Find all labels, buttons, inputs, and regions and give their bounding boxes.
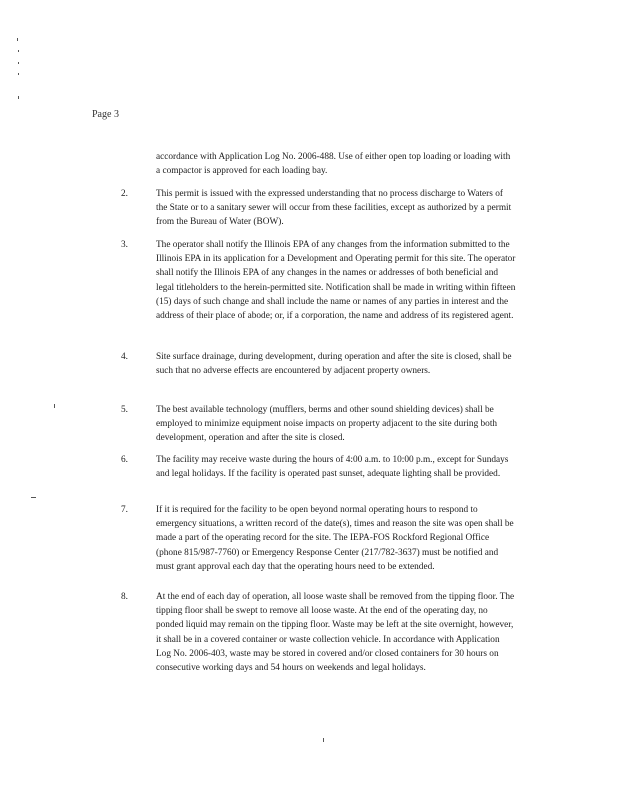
paragraph-item-4: Site surface drainage, during development, during operation and after the site is closed, shall be such that no adverse effects are encountered by adjacent property owners. bbox=[156, 352, 512, 377]
scan-speck bbox=[31, 497, 36, 498]
scan-speck bbox=[54, 404, 55, 408]
scan-speck bbox=[17, 38, 18, 41]
paragraph-item-3: The operator shall notify the Illinois EPA of any changes from the information submitted to the Illinois EPA in its application for a Development and Operating permit for this site. The operator shall notify the Illinois EPA of any changes in the names or addresses of both beneficial and legal titleholders to the herein-permitted site. Notification shall be made in writing within fifteen (15) days of such change and shall include the name or names of any parties in interest and the address of their place of abode; or, if a corporation, the name and address of its registered agent. bbox=[156, 240, 516, 322]
scan-speck bbox=[323, 738, 324, 742]
item-number: 3. bbox=[121, 240, 128, 250]
item-number: 4. bbox=[121, 352, 128, 362]
item-number: 7. bbox=[121, 505, 128, 515]
item-number: 6. bbox=[121, 455, 128, 465]
scan-speck bbox=[18, 62, 19, 64]
scan-speck bbox=[18, 96, 19, 99]
paragraph-item-7: If it is required for the facility to be open beyond normal operating hours to respond to emergency situations, a written record of the date(s), times and reason the site was open shall be made a part of the operating record for the site. The IEPA-FOS Rockford Regional Office (phone 815/987-7760) or Emergency Response Center (217/782-3637) must be notified and must grant approval each day that the operating hours need to be extended. bbox=[156, 505, 514, 572]
paragraph-item-8: At the end of each day of operation, all loose waste shall be removed from the tipping floor. The tipping floor shall be swept to remove all loose waste. At the end of the operating day, no ponded liquid may remain on the tipping floor. Waste may be left at the site overnight, however, it shall be in a covered container or waste collection vehicle. In accordance with Application Log No. 2006-403, waste may be stored in covered and/or closed containers for 30 hours on consecutive working days and 54 hours on weekends and legal holidays. bbox=[156, 592, 515, 674]
page-number: Page 3 bbox=[92, 109, 119, 120]
scan-speck bbox=[18, 73, 19, 75]
paragraph-item-2: This permit is issued with the expressed understanding that no process discharge to Waters of the State or to a sanitary sewer will occur from these facilities, except as authorized by a permit from the Bureau of Water (BOW). bbox=[156, 189, 512, 228]
item-number: 5. bbox=[121, 405, 128, 415]
scan-speck bbox=[18, 50, 19, 52]
item-number: 8. bbox=[121, 592, 128, 602]
item-number: 2. bbox=[121, 189, 128, 199]
paragraph-item-5: The best available technology (mufflers, berms and other sound shielding devices) shall be employed to minimize equipment noise impacts on property adjacent to the site during both development, operation and after the site is closed. bbox=[156, 405, 498, 444]
paragraph-item-6: The facility may receive waste during the hours of 4:00 a.m. to 10:00 p.m., except for Sundays and legal holidays. If the facility is operated past sunset, adequate lighting shall be provided. bbox=[156, 455, 509, 480]
paragraph-continuation: accordance with Application Log No. 2006-488. Use of either open top loading or loading with a compactor is approved for each loading bay. bbox=[156, 152, 511, 177]
